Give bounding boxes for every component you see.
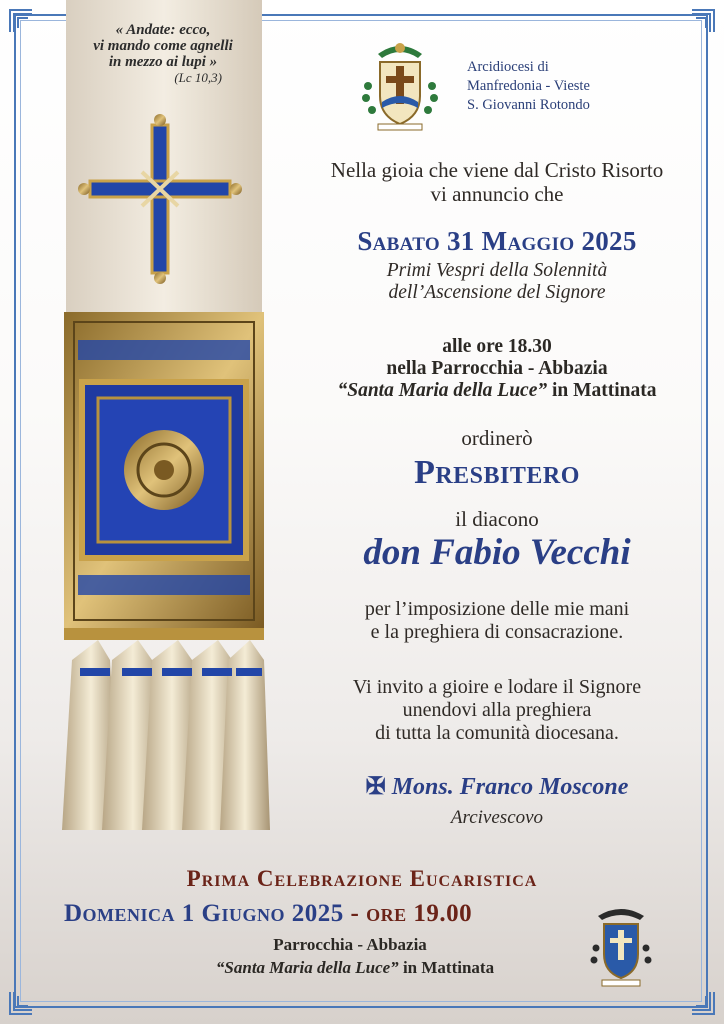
first-mass-heading: Prima Celebrazione Eucaristica — [186, 866, 538, 891]
diocese-line: Arcidiocesi di — [467, 59, 549, 75]
imposition-line: per l’imposizione delle mie mani — [364, 598, 630, 620]
vespri-line: dell’Ascensione del Signore — [388, 282, 606, 303]
first-mass-date: Domenica 1 Giugno 2025 — [64, 900, 344, 927]
frame-corner-ornament — [8, 8, 34, 34]
first-mass-parish: Parrocchia - Abbazia — [273, 935, 427, 954]
first-mass-time: - ore 19.00 — [343, 900, 473, 927]
gospel-quote — [68, 22, 258, 86]
first-mass-church-quoted: “Santa Maria della Luce” — [215, 958, 399, 977]
priestly-stole-image — [60, 0, 272, 840]
invitation-line: di tutta la comunità diocesana. — [375, 722, 619, 744]
deacon-label: il diacono — [455, 507, 539, 531]
parish-label: nella Parrocchia - Abbazia — [386, 358, 608, 379]
invitation-line: unendovi alla preghiera — [402, 699, 592, 721]
quote-line: in mezzo ai lupi » — [108, 54, 218, 70]
first-mass-church-location: in Mattinata — [398, 958, 495, 977]
archdiocese-coat-of-arms-icon — [358, 36, 442, 136]
first-mass-datetime — [64, 900, 472, 928]
liturgical-occasion — [270, 260, 724, 304]
first-mass-church — [110, 958, 600, 978]
imposition-line: e la preghiera di consacrazione. — [370, 621, 624, 643]
time-and-place — [270, 336, 724, 402]
quote-reference: (Lc 10,3) — [174, 70, 222, 85]
church-location: in Mattinata — [547, 380, 657, 401]
tassels-icon — [62, 628, 270, 830]
frame-corner-ornament — [690, 8, 716, 34]
presbitero-heading: Presbitero — [414, 454, 580, 491]
priest-coat-of-arms-icon — [588, 902, 654, 992]
intro-line: Nella gioia che viene dal Cristo Risorto — [330, 158, 664, 182]
quote-line: vi mando come agnelli — [93, 38, 233, 54]
ordination-date: Sabato 31 Maggio 2025 — [357, 226, 637, 256]
invitation-line: Vi invito a gioire e lodare il Signore — [352, 676, 642, 698]
invitation-text — [270, 676, 724, 745]
church-name-quoted: “Santa Maria della Luce” — [337, 380, 548, 401]
frame-corner-ornament — [690, 990, 716, 1016]
vespri-line: Primi Vespri della Solennità — [386, 260, 608, 281]
rose-ornament-icon — [124, 430, 204, 510]
quote-line: « Andate: ecco, — [115, 22, 211, 38]
bishop-signature — [270, 772, 724, 801]
diocese-line: Manfredonia - Vieste — [467, 78, 590, 94]
intro-text — [270, 158, 724, 206]
ordinero-text: ordinerò — [461, 426, 533, 450]
church-name — [270, 380, 724, 402]
bishop-title: Arcivescovo — [450, 807, 544, 828]
imposition-text — [270, 598, 724, 644]
frame-corner-ornament — [8, 990, 34, 1016]
ordinand-name: don Fabio Vecchi — [363, 532, 631, 573]
diocese-line: S. Giovanni Rotondo — [467, 97, 590, 113]
ordination-time: alle ore 18.30 — [442, 336, 552, 357]
episcopal-cross-icon: ✠ — [365, 774, 386, 800]
diocese-name — [467, 58, 590, 115]
intro-line: vi annuncio che — [430, 182, 564, 206]
bishop-name: Mons. Franco Moscone — [391, 774, 629, 800]
